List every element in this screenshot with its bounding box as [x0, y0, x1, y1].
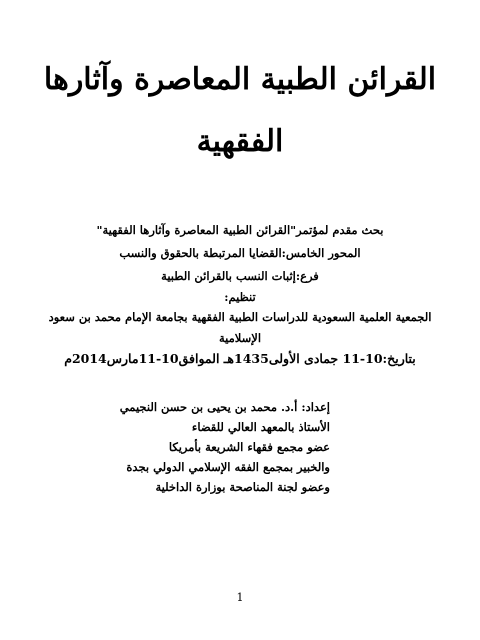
organizer-label: تنظيم: [224, 290, 256, 304]
credential-line: عضو مجمع فقهاء الشريعة بأمريكا [168, 440, 330, 454]
author-line: إعداد: أ.د. محمد بن يحيى بن حسن النجيمي [119, 400, 330, 414]
credential-line: الأستاذ بالمعهد العالي للقضاء [191, 420, 330, 434]
organizer-line-1: الجمعية العلمية السعودية للدراسات الطبية الفقهية بجامعة الإمام محمد بن سعود [48, 310, 432, 324]
page-number: 1 [236, 591, 244, 604]
document-title-line-2: الفقهية [196, 124, 284, 159]
organizer-line-2: الإسلامية [218, 331, 262, 345]
credential-line: والخبير بمجمع الفقه الإسلامي الدولي بجدة [126, 460, 330, 474]
author-block [119, 397, 330, 497]
date-line: بتاريخ:10-11 جمادى الأولى1435هـ الموافق10-11مارس2014م [64, 351, 416, 366]
credential-line: وعضو لجنة المناصحة بوزارة الداخلية [155, 480, 330, 494]
document-title-line-1: القرائن الطبية المعاصرة وآثارها [43, 62, 437, 97]
branch-line: فرع:إثبات النسب بالقرائن الطبية [161, 269, 319, 283]
conference-line: بحث مقدم لمؤتمر"القرائن الطبية المعاصرة وآثارها الفقهية" [96, 223, 384, 237]
axis-line: المحور الخامس:القضايا المرتبطة بالحقوق والنسب [119, 246, 361, 260]
